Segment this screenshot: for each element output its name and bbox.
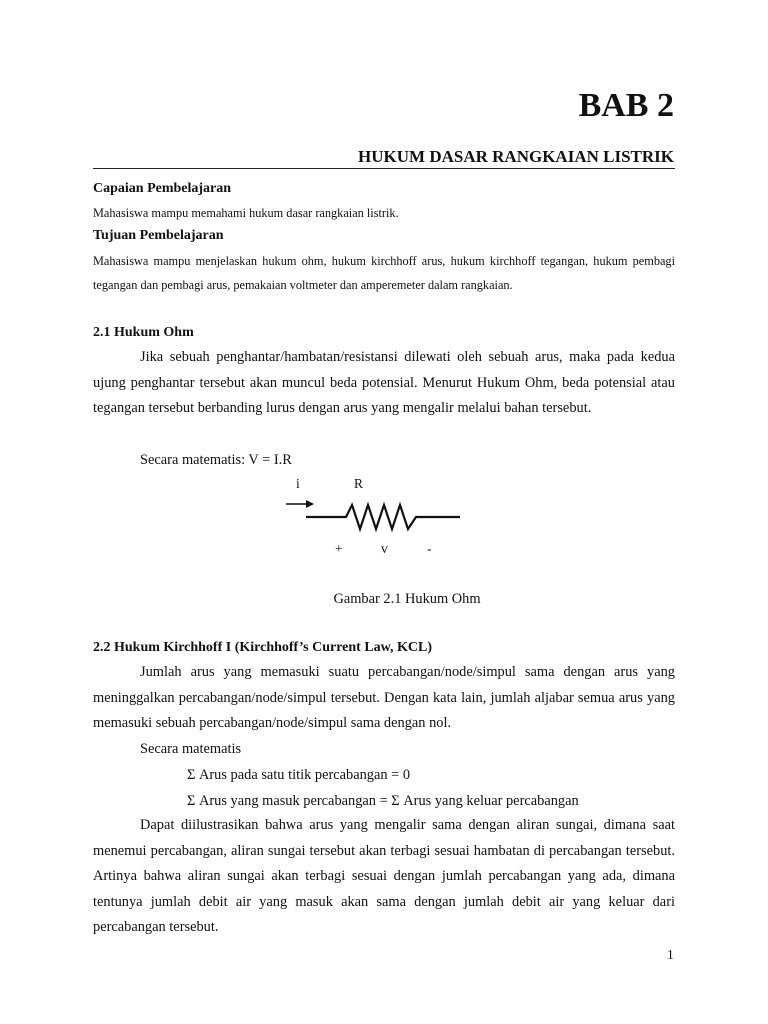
chapter-number: BAB 2 xyxy=(578,87,674,124)
section-ohm-heading: 2.1 Hukum Ohm xyxy=(93,325,194,340)
capaian-text: Mahasiswa mampu memahami hukum dasar rangkaian listrik. xyxy=(93,206,399,220)
plus-label: + xyxy=(335,541,343,556)
kcl-paragraph-2: Dapat diilustrasikan bahwa arus yang mengalir sama dengan aliran sungai, dimana saat menemui percabangan, aliran sungai tersebut akan terbagi sesuai hambatan di percabangan tersebut. Artinya bahwa aliran sungai akan terbagi sesuai dengan jumlah percabangan yang ada, dimana tentunya jumlah debit air yang masuk akan sama dengan jumlah debit air yang keluar dari percabangan tersebut. xyxy=(93,817,675,935)
page-number: 1 xyxy=(667,947,674,962)
resistor-symbol xyxy=(306,505,460,529)
section-kcl-heading: 2.2 Hukum Kirchhoff I (Kirchhoff’s Current Law, KCL) xyxy=(93,640,432,655)
minus-label: - xyxy=(427,541,432,556)
resistance-label: R xyxy=(354,476,364,491)
kcl-math-intro: Secara matematis xyxy=(140,741,242,757)
tujuan-text: Mahasiswa mampu menjelaskan hukum ohm, hukum kirchhoff arus, hukum kirchhoff tegangan, hukum pembagi tegangan dan pembagi arus, pemakaian voltmeter dan amperemeter dalam rangkaian. xyxy=(93,254,675,292)
figure-caption: Gambar 2.1 Hukum Ohm xyxy=(333,591,481,607)
capaian-heading: Capaian Pembelajaran xyxy=(93,181,232,196)
ohm-paragraph: Jika sebuah penghantar/hambatan/resistansi dilewati oleh sebuah arus, maka pada kedua ujung penghantar tersebut akan muncul beda potensial. Menurut Hukum Ohm, beda potensial atau tegangan tersebut berbanding lurus dengan arus yang mengalir melalui bahan tersebut. xyxy=(93,349,675,416)
kcl-equation-2: Σ Arus yang masuk percabangan = Σ Arus yang keluar percabangan xyxy=(187,793,579,809)
resistor-diagram xyxy=(280,492,470,532)
title-divider xyxy=(93,168,675,169)
current-label: i xyxy=(296,476,300,491)
tujuan-heading: Tujuan Pembelajaran xyxy=(93,228,224,243)
ohm-formula: Secara matematis: V = I.R xyxy=(140,452,292,468)
kcl-equation-1: Σ Arus pada satu titik percabangan = 0 xyxy=(187,767,411,783)
chapter-title: HUKUM DASAR RANGKAIAN LISTRIK xyxy=(358,147,674,166)
current-arrow-icon xyxy=(286,500,314,508)
kcl-paragraph-1: Jumlah arus yang memasuki suatu percabangan/node/simpul sama dengan arus yang meninggalkan percabangan/node/simpul tersebut. Dengan kata lain, jumlah aljabar semua arus yang memasuki sebuah percabangan/node/simpul sama dengan nol. xyxy=(93,664,675,731)
voltage-label: v xyxy=(381,541,388,556)
